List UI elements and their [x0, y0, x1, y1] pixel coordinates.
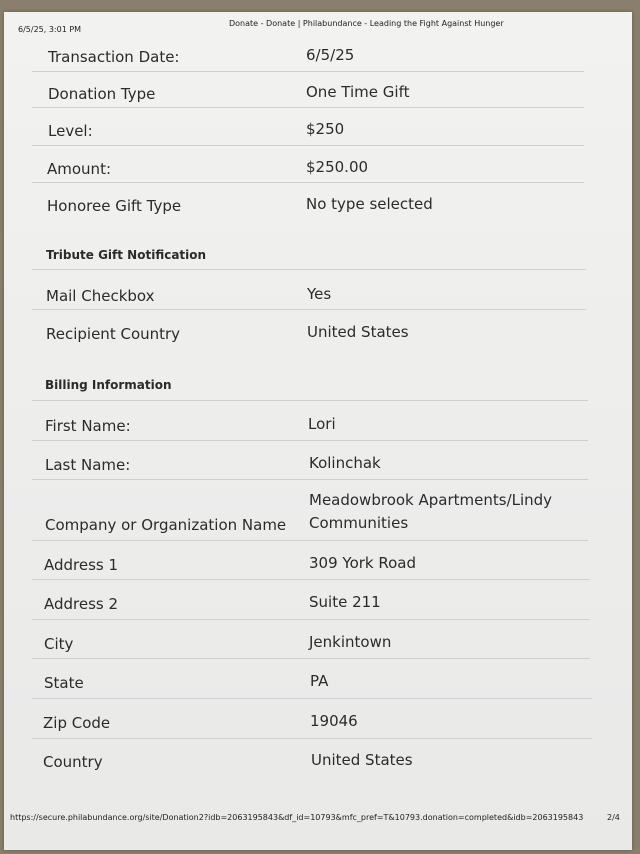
field-value: Suite 211	[309, 593, 381, 611]
field-label: Level:	[48, 122, 93, 140]
print-date-time: 6/5/25, 3:01 PM	[18, 25, 82, 34]
field-value: United States	[307, 323, 409, 341]
divider	[32, 309, 586, 310]
divider	[32, 107, 584, 108]
page-number: 2/4	[607, 813, 620, 822]
divider	[32, 698, 592, 699]
divider	[32, 269, 586, 270]
divider	[32, 658, 590, 659]
divider	[32, 145, 584, 146]
field-value: United States	[311, 751, 413, 769]
divider	[32, 579, 590, 580]
section-title-billing: Billing Information	[45, 378, 172, 392]
field-value-line-2: Communities	[309, 514, 409, 532]
divider	[32, 540, 588, 541]
field-value: Kolinchak	[309, 454, 381, 472]
field-value-line-1: Meadowbrook Apartments/Lindy	[309, 491, 553, 509]
printed-page	[4, 12, 632, 850]
field-value: 309 York Road	[309, 554, 417, 572]
page-title: Donate - Donate | Philabundance - Leading the Fight Against Hunger	[229, 19, 504, 28]
field-value: Lori	[308, 415, 336, 433]
field-value: One Time Gift	[306, 83, 410, 101]
divider	[32, 400, 588, 401]
field-label: Zip Code	[43, 714, 111, 732]
divider	[32, 440, 588, 441]
field-label: State	[44, 674, 84, 692]
field-label: First Name:	[45, 417, 131, 435]
field-value: Jenkintown	[309, 633, 392, 651]
field-value: 6/5/25	[306, 46, 355, 64]
divider	[32, 619, 590, 620]
field-label: Address 1	[44, 556, 119, 574]
field-label: Recipient Country	[46, 325, 181, 343]
field-label: Honoree Gift Type	[47, 197, 182, 215]
footer-url: https://secure.philabundance.org/site/Donation2?idb=2063195843&df_id=10793&mfc_pref=T&10793.donation=completed&idb=2063195843	[10, 813, 584, 822]
field-label: Amount:	[47, 160, 111, 178]
field-value: 19046	[310, 712, 358, 730]
field-label: Mail Checkbox	[46, 287, 155, 305]
field-value: Yes	[307, 285, 332, 303]
divider	[32, 738, 592, 739]
divider	[32, 479, 588, 480]
section-title-tribute: Tribute Gift Notification	[46, 248, 207, 262]
divider	[32, 182, 584, 183]
divider	[32, 71, 584, 72]
field-label: Last Name:	[45, 456, 131, 474]
field-value: No type selected	[306, 195, 433, 213]
field-label: Transaction Date:	[48, 48, 180, 66]
field-label: City	[44, 635, 74, 653]
field-value: PA	[310, 672, 329, 690]
field-label: Country	[43, 753, 103, 771]
field-label: Address 2	[44, 595, 119, 613]
field-value: $250.00	[306, 158, 369, 176]
field-label: Donation Type	[48, 85, 156, 103]
field-label: Company or Organization Name	[45, 516, 287, 534]
field-value: $250	[306, 120, 345, 138]
